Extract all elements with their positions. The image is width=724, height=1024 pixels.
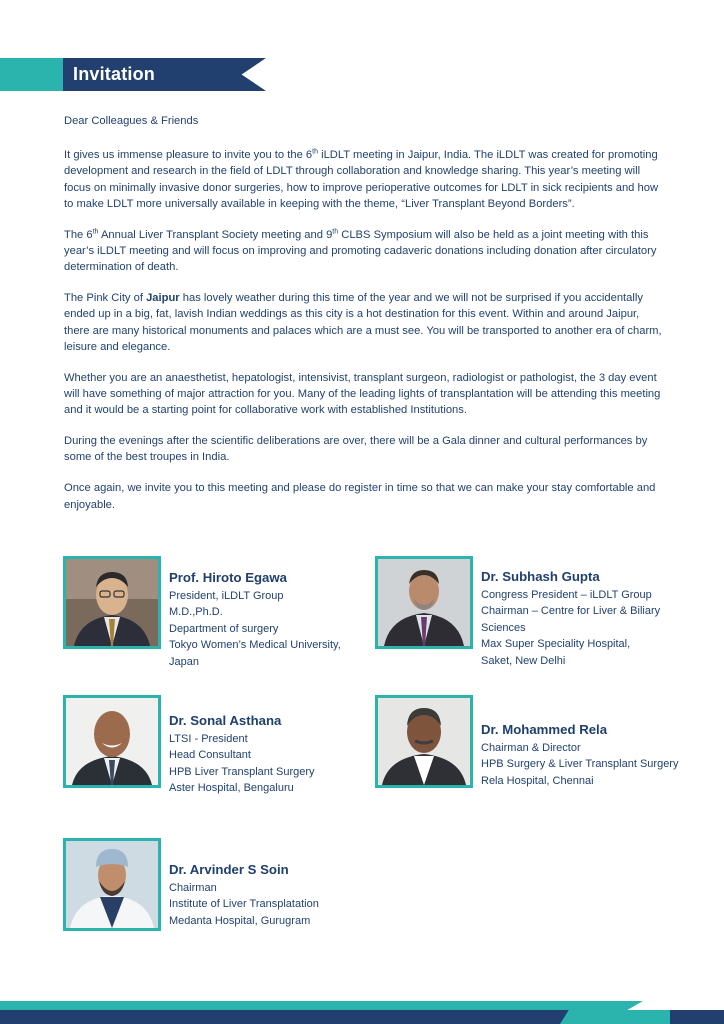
speaker-name: Prof. Hiroto Egawa — [169, 570, 287, 585]
speaker-detail: Japan — [169, 655, 199, 668]
salutation: Dear Colleagues & Friends — [64, 115, 199, 127]
speaker-detail: Head Consultant — [169, 749, 251, 762]
paragraph-1-text-a: It gives us immense pleasure to invite you to the 6 — [64, 149, 313, 162]
speaker-detail: Institute of Liver Transplatation — [169, 898, 319, 911]
speaker-detail: Max Super Speciality Hospital, — [481, 638, 631, 651]
page-title: Invitation — [73, 64, 155, 84]
portrait-icon — [66, 559, 158, 646]
paragraph-4: Whether you are an anaesthetist, hepatologist, intensivist, transplant surgeon, radiologist or pathologist, the 3 day event will have something of major attraction for you. Many of the leading lights of transplantation will be attending this meeting and it would be a starting point for collaborative work with established Institutions. — [64, 371, 661, 417]
city-name: Jaipur — [146, 292, 180, 305]
paragraph-5: During the evenings after the scientific deliberations are over, there will be a Gala dinner and cultural performances by some of the best troupes in India. — [64, 435, 648, 464]
speaker-name: Dr. Mohammed Rela — [481, 722, 608, 737]
footer-accent-tab — [560, 1010, 670, 1024]
speaker-detail: Chairman – Centre for Liver & Biliary — [481, 605, 661, 618]
speaker-name: Dr. Arvinder S Soin — [169, 862, 289, 877]
speaker-name: Dr. Sonal Asthana — [169, 713, 282, 728]
speaker-detail: Saket, New Delhi — [481, 654, 566, 667]
speaker-info-asthana — [169, 712, 315, 797]
invitation-letter — [64, 113, 662, 528]
speaker-detail: Chairman — [169, 882, 217, 894]
speaker-detail: HPB Surgery & Liver Transplant Surgery — [481, 758, 679, 771]
speaker-photo-asthana — [63, 695, 161, 788]
speaker-name: Dr. Subhash Gupta — [481, 569, 600, 584]
paragraph-2 — [64, 227, 662, 276]
speaker-info-egawa — [169, 569, 341, 670]
speaker-detail: Medanta Hospital, Gurugram — [169, 914, 311, 927]
paragraph-2-text-b: Annual Liver Transplant Society meeting and 9 — [98, 228, 333, 241]
portrait-icon — [378, 698, 470, 785]
paragraph-1 — [64, 147, 662, 212]
speaker-detail: Sciences — [481, 621, 526, 634]
speaker-detail: Aster Hospital, Bengaluru — [169, 782, 294, 795]
ordinal-suffix: th — [92, 228, 99, 236]
speaker-detail: Rela Hospital, Chennai — [481, 774, 594, 787]
paragraph-3-text-a: The Pink City of — [64, 292, 147, 305]
paragraph-2-text-c: CLBS Symposium will also be held as a joint meeting with this year’s iLDLT meeting and will focus on improving and promoting cadaveric donations including donation after circulatory determination of death. — [64, 228, 657, 274]
speaker-info-soin — [169, 861, 319, 929]
speaker-info-rela — [481, 721, 678, 789]
speaker-detail: M.D.,Ph.D. — [169, 606, 223, 619]
speaker-detail: President, iLDLT Group — [169, 590, 284, 602]
ordinal-suffix: th — [332, 228, 339, 236]
speaker-photo-rela — [375, 695, 473, 788]
speaker-detail: Chairman & Director — [481, 742, 581, 754]
paragraph-3-text-b: has lovely weather during this time of the year and we will not be surprised if you accidentally ended up in a big, fat, lavish Indian weddings as this city is a hot destination for this event. Within and around Jaipur, there are many historical monuments and palaces which are a must see. You will be transported to another era of charm, leisure and elegance. — [64, 292, 662, 353]
paragraph-3 — [64, 290, 662, 355]
header-banner-accent — [0, 58, 68, 91]
portrait-icon — [378, 559, 470, 646]
paragraph-6: Once again, we invite you to this meeting and please do register in time so that we can make your stay comfortable and enjoyable. — [64, 482, 656, 511]
speaker-photo-soin — [63, 838, 161, 931]
paragraph-2-text-a: The 6 — [64, 228, 93, 241]
ordinal-suffix: th — [312, 148, 318, 156]
portrait-icon — [66, 698, 158, 785]
speaker-detail: Department of surgery — [169, 622, 279, 635]
speaker-photo-egawa — [63, 556, 161, 649]
speaker-photo-gupta — [375, 556, 473, 649]
paragraph-1-text-b: iLDLT meeting in Jaipur, India. The iLDLT was created for promoting development and research in the field of LDLT through collaboration and knowledge sharing. This year’s meeting will focus on minimally invasive donor surgeries, how to improve perioperative outcomes for LDLT in sick recipients and how to make LDLT more universally available in keeping with the theme, “Liver Transplant Beyond Borders”. — [64, 149, 659, 210]
portrait-icon — [66, 841, 158, 928]
speaker-detail: Tokyo Women’s Medical University, — [169, 639, 341, 652]
speaker-info-gupta — [481, 568, 660, 669]
speaker-detail: HPB Liver Transplant Surgery — [169, 765, 315, 778]
speaker-detail: LTSI - President — [169, 733, 248, 745]
speaker-detail: Congress President – iLDLT Group — [481, 589, 652, 601]
